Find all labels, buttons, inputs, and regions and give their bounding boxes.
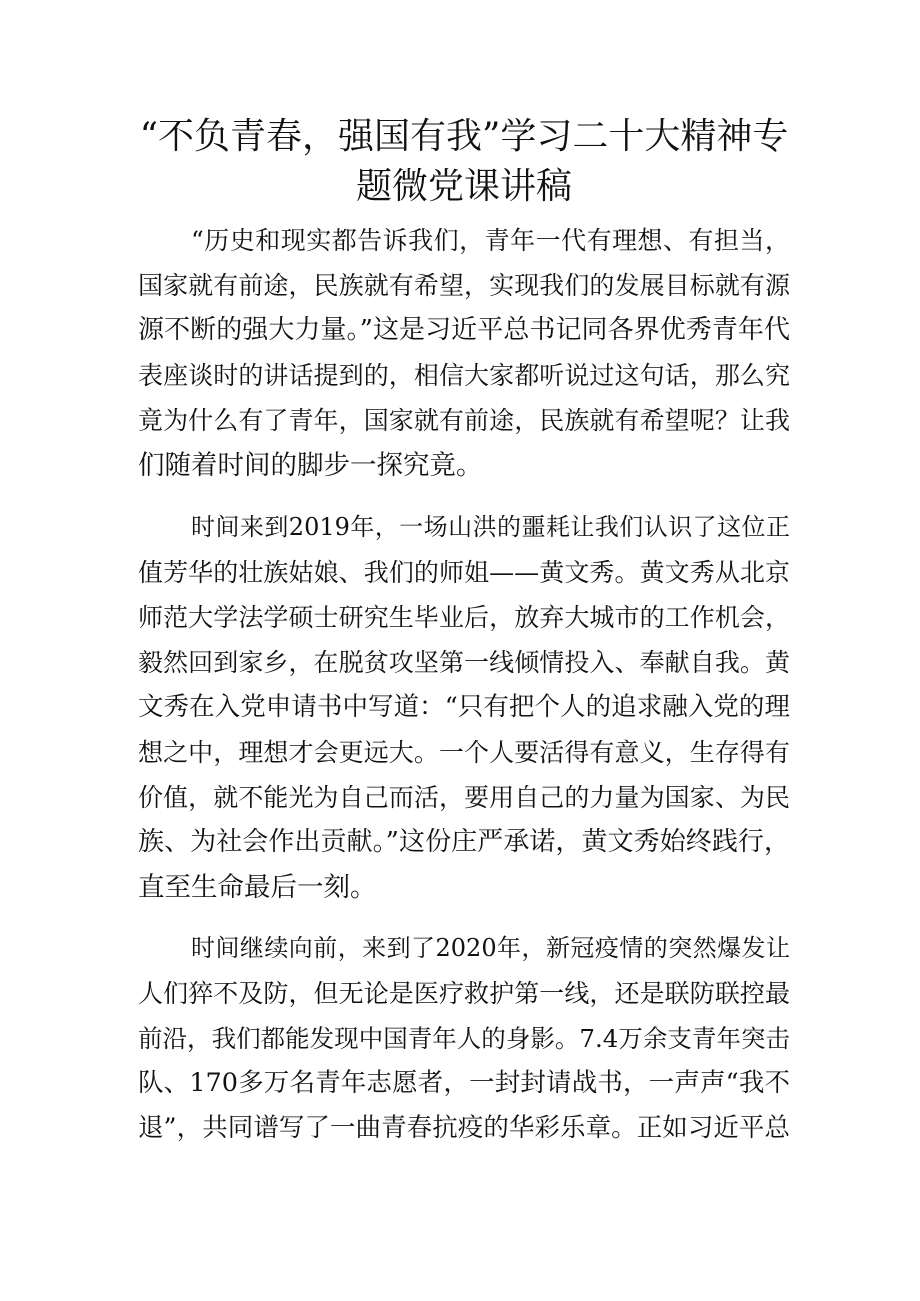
paragraph-line: 族、为社会作出贡献。”这份庄严承诺，黄文秀始终践行，: [138, 827, 790, 857]
paragraph-3: [138, 926, 790, 1151]
paragraph-line: 队、170多万名青年志愿者，一封封请战书，一声声“我不: [138, 1068, 790, 1098]
paragraph-line: 表座谈时的讲话提到的，相信大家都听说过这句话，那么究: [138, 361, 790, 390]
paragraph-line: 前沿，我们都能发现中国青年人的身影。7.4万余支青年突击: [138, 1024, 790, 1053]
paragraph-line: 退”，共同谱写了一曲青春抗疫的华彩乐章。正如习近平总: [138, 1113, 790, 1143]
paragraph-line: 值芳华的壮族姑娘、我们的师姐——黄文秀。黄文秀从北京: [138, 558, 790, 587]
paragraph-line: 时间来到2019年，一场山洪的噩耗让我们认识了这位正: [191, 513, 790, 541]
paragraph-line: 时间继续向前，来到了2020年，新冠疫情的突然爆发让: [191, 934, 790, 962]
title-line: 题微党课讲稿: [355, 166, 572, 207]
paragraph-line: 师范大学法学硕士研究生毕业后，放弃大城市的工作机会，: [138, 603, 790, 632]
paragraph-line: 想之中，理想才会更远大。一个人要活得有意义，生存得有: [138, 738, 790, 767]
paragraph-line: 们随着时间的脚步一探究竟。: [138, 450, 483, 481]
paragraph-line: 文秀在入党申请书中写道：“只有把个人的追求融入党的理: [138, 692, 790, 722]
paragraph-line: 毅然回到家乡，在脱贫攻坚第一线倾情投入、奉献自我。黄: [138, 648, 790, 677]
paragraph-2: [138, 505, 790, 910]
paragraph-line: 价值，就不能光为自己而活，要用自己的力量为国家、为民: [138, 783, 790, 812]
paragraph-1: [138, 218, 790, 488]
paragraph-line: 源不断的强大力量。”这是习近平总书记同各界优秀青年代: [138, 315, 790, 345]
title-line: “不负青春，强国有我”学习二十大精神专: [139, 116, 789, 157]
document-title: [138, 112, 790, 212]
paragraph-line: 直至生命最后一刻。: [138, 872, 377, 903]
paragraph-line: 国家就有前途，民族就有希望，实现我们的发展目标就有源: [138, 271, 790, 300]
paragraph-line: 竟为什么有了青年，国家就有前途，民族就有希望呢？让我: [138, 406, 790, 435]
paragraph-line: 人们猝不及防，但无论是医疗救护第一线，还是联防联控最: [138, 979, 790, 1008]
paragraph-line: “历史和现实都告诉我们，青年一代有理想、有担当，: [191, 226, 790, 255]
